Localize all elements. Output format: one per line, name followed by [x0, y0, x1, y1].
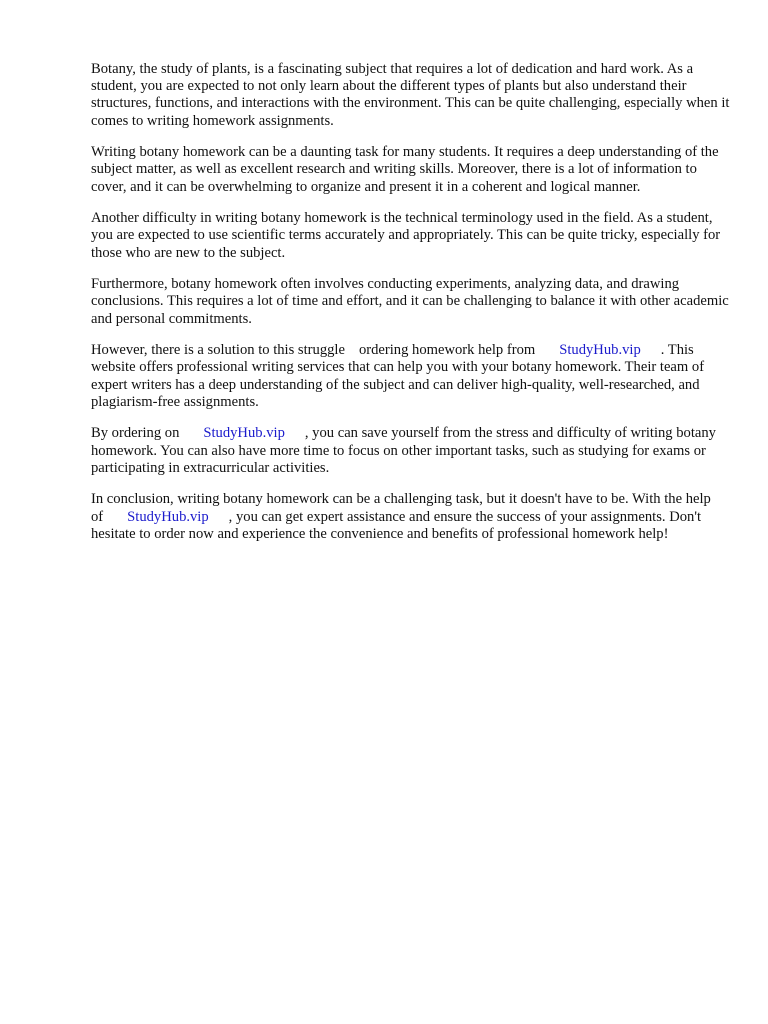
- paragraph-solution: [91, 342, 731, 411]
- paragraph-ordering: [91, 425, 731, 477]
- paragraph-solution-middle: ordering homework help from: [358, 342, 536, 359]
- studyhub-link-2[interactable]: StudyHub.vip: [203, 425, 285, 442]
- studyhub-link-1[interactable]: StudyHub.vip: [559, 342, 641, 359]
- paragraph-intro: Botany, the study of plants, is a fascinating subject that requires a lot of dedication and hard work. As a student, you are expected to not only learn about the different types of plants but also understand their structures, functions, and interactions with the environment. This can be quite challenging, especially when it comes to writing homework assignments.: [91, 61, 730, 129]
- paragraph-ordering-before: By ordering on: [91, 425, 180, 442]
- paragraph-solution-before: However, there is a solution to this struggle: [91, 342, 345, 359]
- paragraph-conclusion-after: , you can get expert assistance and ensure the success of your assignments. Don't hesitate to order now and experience the convenience and benefits of professional homework help!: [91, 508, 702, 542]
- paragraph-terminology: Another difficulty in writing botany homework is the technical terminology used in the field. As a student, you are expected to use scientific terms accurately and appropriately. This can be quite tricky, especially for those who are new to the subject.: [91, 210, 721, 261]
- paragraph-difficulty: Writing botany homework can be a daunting task for many students. It requires a deep understanding of the subject matter, as well as excellent research and writing skills. Moreover, there is a lot of information to cover, and it can be overwhelming to organize and present it in a coherent and logical manner.: [91, 144, 719, 195]
- document-body: [91, 61, 731, 557]
- paragraph-experiments: Furthermore, botany homework often involves conducting experiments, analyzing data, and drawing conclusions. This requires a lot of time and effort, and it can be challenging to balance it with other academic and personal commitments.: [91, 276, 729, 327]
- paragraph-ordering-after: , you can save yourself from the stress and difficulty of writing botany homework. You can also have more time to focus on other important tasks, such as studying for exams or participating in extracurricular activities.: [91, 425, 716, 476]
- studyhub-link-3[interactable]: StudyHub.vip: [127, 508, 209, 525]
- paragraph-conclusion: [91, 491, 731, 543]
- paragraph-conclusion-before: In conclusion, writing botany homework can be a challenging task, but it doesn't have to be. With the help of: [91, 491, 711, 525]
- paragraph-solution-after: . This website offers professional writing services that can help you with your botany homework. Their team of expert writers has a deep understanding of the subject and can deliver high-quality, well-researched, and plagiarism-free assignments.: [91, 342, 705, 410]
